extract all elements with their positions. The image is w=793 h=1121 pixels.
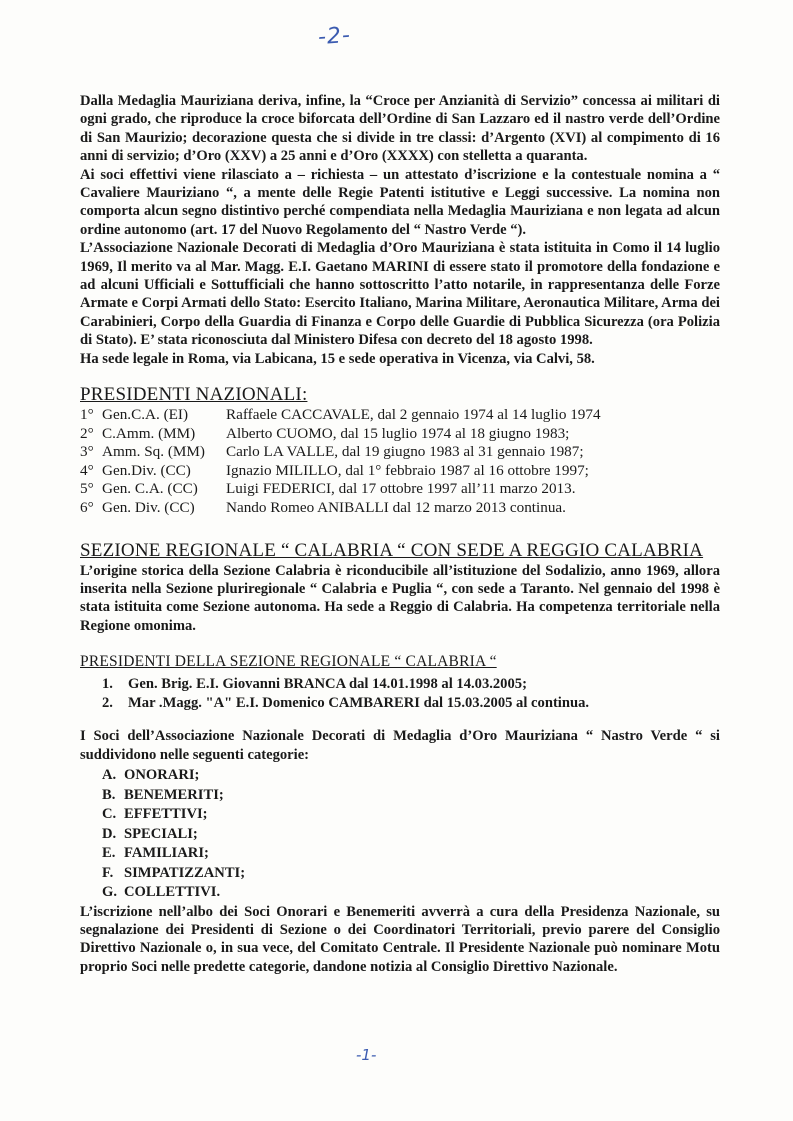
document-body [80, 92, 720, 976]
item-letter: B. [102, 786, 116, 803]
item-label: COLLETTIVI. [124, 884, 221, 901]
item-letter: E. [102, 845, 116, 862]
item-letter: C. [102, 806, 117, 823]
item-name: Raffaele CACCAVALE, dal 2 gennaio 1974 al 14 luglio 1974 [226, 406, 601, 424]
item-letter: F. [102, 864, 114, 881]
item-label: ONORARI; [124, 767, 200, 784]
item-letter: D. [102, 825, 117, 842]
item-letter: A. [102, 767, 117, 784]
item-label: FAMILIARI; [124, 845, 209, 862]
intro-paragraph-associazione: L’Associazione Nazionale Decorati di Medaglia d’Oro Mauriziana è stata istituita in Como il 14 luglio 1969, Il merito va al Mar. Magg. E.I. Gaetano MARINI di essere stato il promotore della fondazione e ad alcuni Ufficiali e Sottufficiali che hanno sottoscritto l’atto notarile, in rappresentanza delle Forze Armate e Corpi Armati dello Stato: Esercito Italiano, Marina Militare, Aeronautica Militare, Arma dei Carabinieri, Corpo della Guardia di Finanza e Corpo delle Guardie di Pubblica Sicurezza (ora Polizia di Stato). E’ stata riconosciuta dal Ministero Difesa con decreto del 18 agosto 1998. [80, 240, 720, 349]
item-rank: Gen. Div. (CC) [102, 499, 195, 517]
item-rank: Amm. Sq. (MM) [102, 443, 205, 461]
item-number: 2. [102, 695, 113, 712]
intro-paragraph-croce: Dalla Medaglia Mauriziana deriva, infine, la “Croce per Anzianità di Servizio” concessa ai militari di ogni grado, che riproduce la croce biforcata dell’Ordine di San Lazzaro ed il nastro verde dell’Ordine di San Maurizio; decorazione questa che si divide in tre classi: d’Argento (XVI) al compimento di 16 anni di servizio; d’Oro (XXV) a 25 anni e d’Oro (XXXX) con stelletta a quaranta. [80, 93, 720, 165]
item-label: BENEMERITI; [124, 786, 224, 803]
handwritten-page-number: -2- [317, 22, 352, 51]
item-number: 3° [80, 443, 94, 461]
intro-paragraph-attestato: Ai soci effettivi viene rilasciato a – richiesta – un attestato d’iscrizione e la contestuale nomina a “ Cavaliere Mauriziano “, a mente delle Regie Patenti istitutive e Leggi successive. La nomina non comporta alcun segno distintivo perché compendiata nella Medaglia Mauriziana e non legata ad alcun ordine autonomo (art. 17 del Nuovo Regolamento del “ Nastro Verde “). [80, 166, 720, 238]
presidenti-sezione-heading: PRESIDENTI DELLA SEZIONE REGIONALE “ CALABRIA “ [80, 653, 497, 671]
item-label: SPECIALI; [124, 825, 198, 842]
list-item [80, 462, 720, 481]
item-name: Ignazio MILILLO, dal 1° febbraio 1987 al 16 ottobre 1997; [226, 461, 589, 479]
soci-intro-paragraph: I Soci dell’Associazione Nazionale Decorati di Medaglia d’Oro Mauriziana “ Nastro Verde “ si suddividono nelle seguenti categorie: [80, 728, 720, 763]
categorie-list [80, 766, 720, 903]
intro-paragraph-sede: Ha sede legale in Roma, via Labicana, 15 e sede operativa in Vicenza, via Calvi, 58. [80, 350, 595, 367]
item-text: Mar .Magg. "A" E.I. Domenico CAMBARERI dal 15.03.2005 al continua. [128, 695, 590, 712]
item-number: 1. [102, 676, 113, 693]
item-text: Gen. Brig. E.I. Giovanni BRANCA dal 14.01.1998 al 14.03.2005; [128, 676, 527, 693]
handwritten-footer-mark: -1- [356, 1046, 377, 1064]
list-item [80, 675, 720, 694]
item-rank: C.Amm. (MM) [102, 424, 196, 442]
soci-closing-paragraph: L’iscrizione nell’albo dei Soci Onorari e Benemeriti avverrà a cura della Presidenza Nazionale, su segnalazione dei Presidenti di Sezione o dei Coordinatori Territoriali, previo parere del Consiglio Direttivo Nazionale o, in sua vece, del Comitato Centrale. Il Presidente Nazionale può nominare Motu proprio Soci nelle predette categorie, dandone notizia al Consiglio Direttivo Nazionale. [80, 903, 720, 975]
sezione-calabria-paragraph: L’origine storica della Sezione Calabria è riconducibile all’istituzione del Sodalizio, anno 1969, allora inserita nella Sezione pluriregionale “ Calabria e Puglia “, con sede a Taranto. Nel gennaio del 1998 è stata istituita come Sezione autonoma. Ha sede a Reggio di Calabria. Ha competenza territoriale nella Regione omonima. [80, 562, 720, 634]
item-name: Nando Romeo ANIBALLI dal 12 marzo 2013 continua. [226, 499, 566, 517]
presidenti-nazionali-heading: PRESIDENTI NAZIONALI: [80, 384, 308, 406]
list-item [80, 499, 720, 518]
list-item [80, 844, 720, 864]
item-name: Alberto CUOMO, dal 15 luglio 1974 al 18 giugno 1983; [226, 424, 570, 442]
spacer [80, 713, 720, 727]
list-item [80, 443, 720, 462]
item-label: SIMPATIZZANTI; [124, 864, 246, 881]
item-number: 5° [80, 480, 94, 498]
list-item [80, 480, 720, 499]
item-name: Luigi FEDERICI, dal 17 ottobre 1997 all’11 marzo 2013. [226, 480, 576, 498]
presidenti-sezione-list [80, 675, 720, 713]
list-item [80, 406, 720, 425]
list-item [80, 694, 720, 713]
item-rank: Gen. C.A. (CC) [102, 480, 198, 498]
list-item [80, 864, 720, 884]
item-name: Carlo LA VALLE, dal 19 giugno 1983 al 31 gennaio 1987; [226, 443, 584, 461]
list-item [80, 825, 720, 845]
item-rank: Gen.C.A. (EI) [102, 406, 189, 424]
item-rank: Gen.Div. (CC) [102, 461, 191, 479]
list-item [80, 786, 720, 806]
item-number: 6° [80, 499, 94, 517]
item-letter: G. [102, 884, 117, 901]
item-number: 2° [80, 424, 94, 442]
list-item [80, 766, 720, 786]
sezione-calabria-heading: SEZIONE REGIONALE “ CALABRIA “ CON SEDE A REGGIO CALABRIA [80, 539, 704, 561]
presidenti-nazionali-list [80, 406, 720, 518]
list-item [80, 883, 720, 903]
list-item [80, 425, 720, 444]
item-number: 1° [80, 406, 94, 424]
item-label: EFFETTIVI; [124, 806, 208, 823]
list-item [80, 805, 720, 825]
item-number: 4° [80, 461, 94, 479]
